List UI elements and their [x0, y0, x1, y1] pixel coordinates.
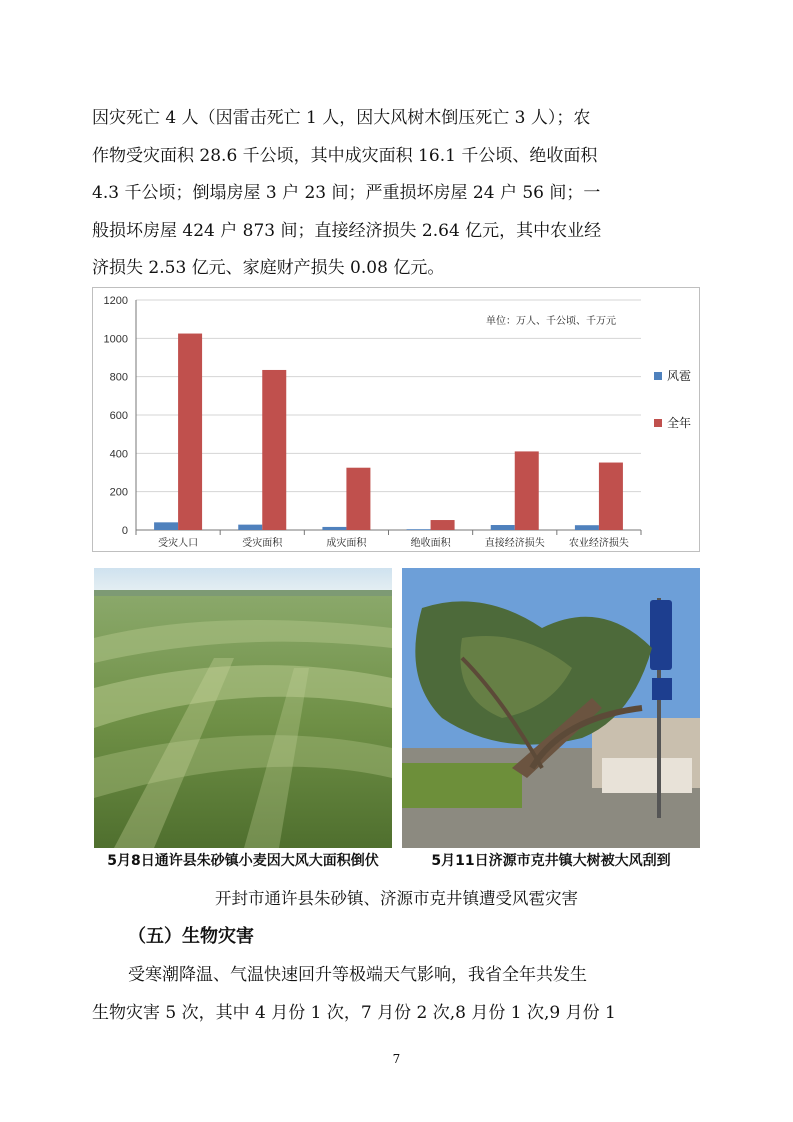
bar-quannian — [346, 468, 370, 530]
section-heading: （五）生物灾害 — [128, 926, 254, 947]
text-line: 济损失 2.53 亿元、家庭财产损失 0.08 亿元。 — [92, 258, 445, 278]
bar-quannian — [431, 520, 455, 530]
x-tick-label: 农业经济损失 — [568, 538, 629, 549]
bar-quannian — [178, 334, 202, 530]
photo-wheat-lodging — [94, 568, 392, 848]
y-tick-label: 600 — [109, 410, 128, 422]
y-tick-label: 200 — [109, 486, 128, 499]
bar-quannian — [599, 463, 623, 530]
legend-swatch — [654, 419, 662, 427]
y-tick-label: 1200 — [103, 295, 128, 307]
bar-fengbao — [575, 525, 599, 530]
x-tick-label: 受灾面积 — [242, 538, 283, 549]
text-line: 般损坏房屋 424 户 873 间；直接经济损失 2.64 亿元，其中农业经 — [92, 220, 602, 241]
figure-caption: 开封市通许县朱砂镇、济源市克井镇遭受风雹灾害 — [215, 889, 578, 908]
legend-label: 全年 — [667, 416, 692, 430]
paragraph-biological-disasters — [92, 957, 704, 1032]
text-line: 受寒潮降温、气温快速回升等极端天气影响，我省全年共发生 — [128, 965, 587, 985]
y-tick-label: 800 — [109, 371, 128, 384]
disaster-bar-chart — [92, 287, 700, 552]
x-tick-label: 绝收面积 — [410, 538, 451, 549]
text-line: 作物受灾面积 28.6 千公顷，其中成灾面积 16.1 千公顷、绝收面积 — [92, 145, 598, 166]
photo-caption-right: 5月11日济源市克井镇大树被大风刮到 — [431, 853, 671, 869]
bar-fengbao — [322, 527, 346, 530]
text-line: 4.3 千公顷；倒塌房屋 3 户 23 间；严重损坏房屋 24 户 56 间；一 — [92, 183, 601, 203]
text-line: 生物灾害 5 次，其中 4 月份 1 次，7 月份 2 次,8 月份 1 次,9 月份 1 — [92, 1002, 616, 1023]
bar-fengbao — [491, 525, 515, 530]
y-tick-label: 0 — [121, 525, 128, 537]
chart-svg — [92, 287, 700, 552]
x-tick-label: 成灾面积 — [326, 538, 367, 549]
y-tick-label: 400 — [109, 448, 128, 461]
y-tick-label: 1000 — [103, 333, 128, 346]
bar-fengbao — [407, 529, 431, 530]
x-tick-label: 直接经济损失 — [484, 538, 545, 549]
legend-swatch — [654, 372, 662, 380]
paragraph-disaster-stats — [92, 100, 704, 288]
photo-fallen-tree — [402, 568, 700, 848]
unit-annotation: 单位：万人、千公顷、千万元 — [486, 316, 616, 327]
bar-quannian — [262, 370, 286, 530]
bar-quannian — [515, 451, 539, 530]
photo-caption-left: 5月8日通许县朱砂镇小麦因大风大面积倒伏 — [107, 853, 379, 869]
legend-label: 风雹 — [667, 369, 692, 383]
x-tick-label: 受灾人口 — [158, 538, 199, 549]
bar-fengbao — [154, 522, 178, 530]
bar-fengbao — [238, 525, 262, 530]
text-line: 因灾死亡 4 人（因雷击死亡 1 人，因大风树木倒压死亡 3 人）；农 — [92, 108, 591, 128]
page-number: 7 — [392, 1052, 401, 1066]
